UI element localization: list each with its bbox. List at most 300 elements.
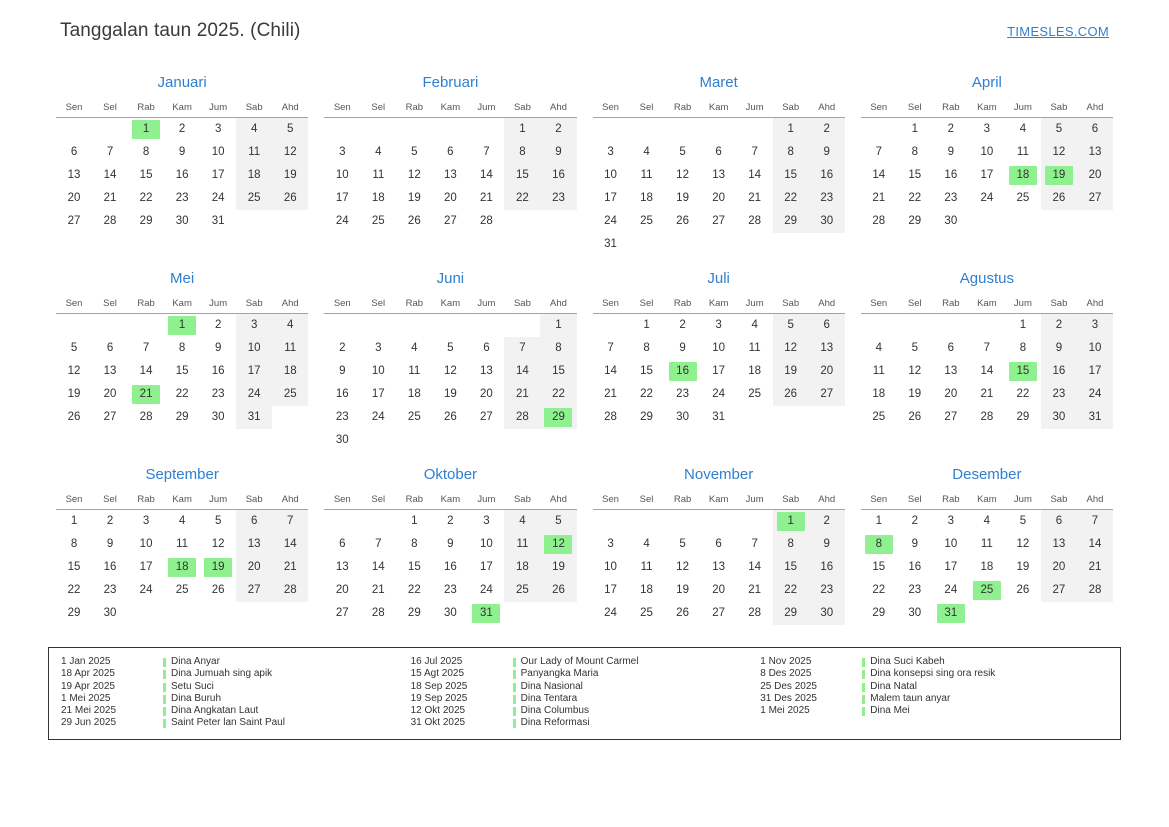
day-cell[interactable] — [272, 579, 308, 602]
day-cell[interactable] — [432, 210, 468, 233]
day-cell[interactable] — [861, 360, 897, 383]
day-cell[interactable] — [128, 118, 164, 142]
day-cell[interactable] — [1005, 118, 1041, 142]
day-cell[interactable] — [593, 406, 629, 429]
day-cell[interactable] — [56, 579, 92, 602]
day-cell[interactable] — [629, 210, 665, 233]
day-cell[interactable] — [809, 556, 845, 579]
day-cell[interactable] — [809, 187, 845, 210]
day-cell[interactable] — [969, 164, 1005, 187]
day-cell[interactable] — [701, 556, 737, 579]
day-cell[interactable] — [540, 556, 576, 579]
day-cell[interactable] — [164, 579, 200, 602]
day-cell[interactable] — [360, 187, 396, 210]
day-cell[interactable] — [969, 141, 1005, 164]
day-cell[interactable] — [969, 118, 1005, 142]
day-cell[interactable] — [396, 533, 432, 556]
day-cell[interactable] — [933, 556, 969, 579]
day-cell[interactable] — [665, 579, 701, 602]
day-cell[interactable] — [468, 406, 504, 429]
day-cell[interactable] — [540, 579, 576, 602]
day-cell[interactable] — [432, 556, 468, 579]
day-cell[interactable] — [468, 533, 504, 556]
day-cell[interactable] — [128, 556, 164, 579]
day-cell[interactable] — [809, 360, 845, 383]
day-cell[interactable] — [360, 141, 396, 164]
day-cell[interactable] — [933, 510, 969, 534]
day-cell[interactable] — [504, 406, 540, 429]
day-cell[interactable] — [468, 510, 504, 534]
day-cell[interactable] — [324, 383, 360, 406]
day-cell[interactable] — [200, 406, 236, 429]
day-cell[interactable] — [897, 141, 933, 164]
day-cell[interactable] — [737, 187, 773, 210]
day-cell[interactable] — [737, 314, 773, 338]
day-cell[interactable] — [969, 556, 1005, 579]
site-link[interactable]: TIMESLES.COM — [1007, 24, 1109, 39]
day-cell[interactable] — [1005, 579, 1041, 602]
day-cell[interactable] — [164, 406, 200, 429]
day-cell[interactable] — [1005, 406, 1041, 429]
day-cell[interactable] — [593, 383, 629, 406]
day-cell[interactable] — [164, 187, 200, 210]
day-cell[interactable] — [468, 556, 504, 579]
day-cell[interactable] — [861, 164, 897, 187]
day-cell[interactable] — [92, 210, 128, 233]
day-cell[interactable] — [773, 314, 809, 338]
day-cell[interactable] — [200, 579, 236, 602]
day-cell[interactable] — [969, 383, 1005, 406]
day-cell[interactable] — [272, 360, 308, 383]
day-cell[interactable] — [236, 556, 272, 579]
day-cell[interactable] — [92, 360, 128, 383]
day-cell[interactable] — [933, 187, 969, 210]
day-cell[interactable] — [1041, 141, 1077, 164]
day-cell[interactable] — [933, 406, 969, 429]
day-cell[interactable] — [272, 118, 308, 142]
day-cell[interactable] — [324, 406, 360, 429]
day-cell[interactable] — [200, 210, 236, 233]
day-cell[interactable] — [396, 579, 432, 602]
day-cell[interactable] — [969, 337, 1005, 360]
day-cell[interactable] — [773, 118, 809, 142]
day-cell[interactable] — [701, 579, 737, 602]
day-cell[interactable] — [897, 533, 933, 556]
day-cell[interactable] — [504, 141, 540, 164]
day-cell[interactable] — [504, 337, 540, 360]
day-cell[interactable] — [1005, 314, 1041, 338]
day-cell[interactable] — [468, 360, 504, 383]
day-cell[interactable] — [1077, 164, 1113, 187]
day-cell[interactable] — [324, 337, 360, 360]
day-cell[interactable] — [1041, 187, 1077, 210]
day-cell[interactable] — [432, 337, 468, 360]
day-cell[interactable] — [92, 602, 128, 625]
day-cell[interactable] — [809, 337, 845, 360]
day-cell[interactable] — [200, 360, 236, 383]
day-cell[interactable] — [1077, 579, 1113, 602]
day-cell[interactable] — [540, 383, 576, 406]
day-cell[interactable] — [737, 164, 773, 187]
day-cell[interactable] — [897, 164, 933, 187]
day-cell[interactable] — [629, 602, 665, 625]
day-cell[interactable] — [396, 187, 432, 210]
day-cell[interactable] — [164, 533, 200, 556]
day-cell[interactable] — [272, 556, 308, 579]
day-cell[interactable] — [1041, 533, 1077, 556]
day-cell[interactable] — [540, 118, 576, 142]
day-cell[interactable] — [468, 164, 504, 187]
day-cell[interactable] — [809, 579, 845, 602]
day-cell[interactable] — [324, 164, 360, 187]
day-cell[interactable] — [92, 533, 128, 556]
day-cell[interactable] — [897, 406, 933, 429]
day-cell[interactable] — [737, 210, 773, 233]
day-cell[interactable] — [396, 556, 432, 579]
day-cell[interactable] — [468, 210, 504, 233]
day-cell[interactable] — [272, 510, 308, 534]
day-cell[interactable] — [1005, 164, 1041, 187]
day-cell[interactable] — [468, 602, 504, 625]
day-cell[interactable] — [324, 579, 360, 602]
day-cell[interactable] — [897, 210, 933, 233]
day-cell[interactable] — [540, 406, 576, 429]
day-cell[interactable] — [809, 602, 845, 625]
day-cell[interactable] — [593, 233, 629, 256]
day-cell[interactable] — [969, 187, 1005, 210]
day-cell[interactable] — [701, 383, 737, 406]
day-cell[interactable] — [164, 510, 200, 534]
day-cell[interactable] — [933, 164, 969, 187]
day-cell[interactable] — [200, 556, 236, 579]
day-cell[interactable] — [861, 406, 897, 429]
day-cell[interactable] — [861, 556, 897, 579]
day-cell[interactable] — [773, 579, 809, 602]
day-cell[interactable] — [1041, 118, 1077, 142]
day-cell[interactable] — [773, 602, 809, 625]
day-cell[interactable] — [1005, 187, 1041, 210]
day-cell[interactable] — [56, 360, 92, 383]
day-cell[interactable] — [432, 510, 468, 534]
day-cell[interactable] — [360, 360, 396, 383]
day-cell[interactable] — [897, 510, 933, 534]
day-cell[interactable] — [504, 164, 540, 187]
day-cell[interactable] — [128, 510, 164, 534]
day-cell[interactable] — [56, 510, 92, 534]
day-cell[interactable] — [1077, 187, 1113, 210]
day-cell[interactable] — [701, 406, 737, 429]
day-cell[interactable] — [629, 337, 665, 360]
day-cell[interactable] — [665, 187, 701, 210]
day-cell[interactable] — [56, 556, 92, 579]
day-cell[interactable] — [360, 164, 396, 187]
day-cell[interactable] — [897, 556, 933, 579]
day-cell[interactable] — [665, 360, 701, 383]
day-cell[interactable] — [593, 164, 629, 187]
day-cell[interactable] — [324, 141, 360, 164]
day-cell[interactable] — [504, 383, 540, 406]
day-cell[interactable] — [56, 187, 92, 210]
day-cell[interactable] — [56, 210, 92, 233]
day-cell[interactable] — [737, 579, 773, 602]
day-cell[interactable] — [504, 556, 540, 579]
day-cell[interactable] — [92, 141, 128, 164]
day-cell[interactable] — [969, 510, 1005, 534]
day-cell[interactable] — [773, 360, 809, 383]
day-cell[interactable] — [593, 337, 629, 360]
day-cell[interactable] — [665, 314, 701, 338]
day-cell[interactable] — [200, 510, 236, 534]
day-cell[interactable] — [432, 533, 468, 556]
day-cell[interactable] — [236, 164, 272, 187]
day-cell[interactable] — [128, 383, 164, 406]
day-cell[interactable] — [897, 118, 933, 142]
day-cell[interactable] — [665, 383, 701, 406]
day-cell[interactable] — [128, 533, 164, 556]
day-cell[interactable] — [629, 141, 665, 164]
day-cell[interactable] — [236, 314, 272, 338]
day-cell[interactable] — [360, 533, 396, 556]
day-cell[interactable] — [861, 210, 897, 233]
day-cell[interactable] — [324, 533, 360, 556]
day-cell[interactable] — [629, 556, 665, 579]
day-cell[interactable] — [629, 406, 665, 429]
day-cell[interactable] — [164, 383, 200, 406]
day-cell[interactable] — [1077, 510, 1113, 534]
day-cell[interactable] — [360, 602, 396, 625]
day-cell[interactable] — [629, 314, 665, 338]
day-cell[interactable] — [593, 210, 629, 233]
day-cell[interactable] — [540, 314, 576, 338]
day-cell[interactable] — [861, 141, 897, 164]
day-cell[interactable] — [593, 141, 629, 164]
day-cell[interactable] — [236, 118, 272, 142]
day-cell[interactable] — [360, 337, 396, 360]
day-cell[interactable] — [236, 187, 272, 210]
day-cell[interactable] — [236, 406, 272, 429]
day-cell[interactable] — [468, 187, 504, 210]
day-cell[interactable] — [701, 314, 737, 338]
day-cell[interactable] — [200, 383, 236, 406]
day-cell[interactable] — [665, 210, 701, 233]
day-cell[interactable] — [1077, 383, 1113, 406]
day-cell[interactable] — [737, 337, 773, 360]
day-cell[interactable] — [92, 383, 128, 406]
day-cell[interactable] — [969, 533, 1005, 556]
day-cell[interactable] — [969, 406, 1005, 429]
day-cell[interactable] — [272, 337, 308, 360]
day-cell[interactable] — [272, 141, 308, 164]
day-cell[interactable] — [324, 210, 360, 233]
day-cell[interactable] — [593, 360, 629, 383]
day-cell[interactable] — [324, 187, 360, 210]
day-cell[interactable] — [396, 210, 432, 233]
day-cell[interactable] — [540, 141, 576, 164]
day-cell[interactable] — [236, 141, 272, 164]
day-cell[interactable] — [468, 337, 504, 360]
day-cell[interactable] — [773, 556, 809, 579]
day-cell[interactable] — [1077, 141, 1113, 164]
day-cell[interactable] — [737, 383, 773, 406]
day-cell[interactable] — [272, 187, 308, 210]
day-cell[interactable] — [933, 360, 969, 383]
day-cell[interactable] — [1077, 118, 1113, 142]
day-cell[interactable] — [1077, 337, 1113, 360]
day-cell[interactable] — [1041, 337, 1077, 360]
day-cell[interactable] — [396, 337, 432, 360]
day-cell[interactable] — [504, 360, 540, 383]
day-cell[interactable] — [92, 337, 128, 360]
day-cell[interactable] — [432, 602, 468, 625]
day-cell[interactable] — [236, 579, 272, 602]
day-cell[interactable] — [504, 187, 540, 210]
day-cell[interactable] — [164, 360, 200, 383]
day-cell[interactable] — [164, 164, 200, 187]
day-cell[interactable] — [665, 164, 701, 187]
day-cell[interactable] — [1005, 510, 1041, 534]
day-cell[interactable] — [933, 579, 969, 602]
day-cell[interactable] — [200, 164, 236, 187]
day-cell[interactable] — [1077, 533, 1113, 556]
day-cell[interactable] — [861, 579, 897, 602]
day-cell[interactable] — [933, 533, 969, 556]
day-cell[interactable] — [897, 360, 933, 383]
day-cell[interactable] — [933, 602, 969, 625]
day-cell[interactable] — [933, 337, 969, 360]
day-cell[interactable] — [1041, 314, 1077, 338]
day-cell[interactable] — [593, 556, 629, 579]
day-cell[interactable] — [593, 602, 629, 625]
day-cell[interactable] — [128, 406, 164, 429]
day-cell[interactable] — [396, 510, 432, 534]
day-cell[interactable] — [1077, 406, 1113, 429]
day-cell[interactable] — [1077, 314, 1113, 338]
day-cell[interactable] — [809, 510, 845, 534]
day-cell[interactable] — [861, 602, 897, 625]
day-cell[interactable] — [432, 579, 468, 602]
day-cell[interactable] — [933, 141, 969, 164]
day-cell[interactable] — [540, 360, 576, 383]
day-cell[interactable] — [1005, 360, 1041, 383]
day-cell[interactable] — [809, 118, 845, 142]
day-cell[interactable] — [200, 187, 236, 210]
day-cell[interactable] — [809, 164, 845, 187]
day-cell[interactable] — [360, 579, 396, 602]
day-cell[interactable] — [1005, 141, 1041, 164]
day-cell[interactable] — [236, 337, 272, 360]
day-cell[interactable] — [504, 533, 540, 556]
day-cell[interactable] — [665, 406, 701, 429]
day-cell[interactable] — [164, 118, 200, 142]
day-cell[interactable] — [701, 533, 737, 556]
day-cell[interactable] — [128, 579, 164, 602]
day-cell[interactable] — [629, 383, 665, 406]
day-cell[interactable] — [56, 141, 92, 164]
day-cell[interactable] — [56, 533, 92, 556]
day-cell[interactable] — [665, 337, 701, 360]
day-cell[interactable] — [1005, 383, 1041, 406]
day-cell[interactable] — [809, 210, 845, 233]
day-cell[interactable] — [897, 187, 933, 210]
day-cell[interactable] — [1005, 556, 1041, 579]
day-cell[interactable] — [1005, 337, 1041, 360]
day-cell[interactable] — [701, 164, 737, 187]
day-cell[interactable] — [629, 533, 665, 556]
day-cell[interactable] — [92, 556, 128, 579]
day-cell[interactable] — [540, 337, 576, 360]
day-cell[interactable] — [1041, 406, 1077, 429]
day-cell[interactable] — [200, 141, 236, 164]
day-cell[interactable] — [1077, 556, 1113, 579]
day-cell[interactable] — [128, 187, 164, 210]
day-cell[interactable] — [665, 141, 701, 164]
day-cell[interactable] — [128, 360, 164, 383]
day-cell[interactable] — [737, 533, 773, 556]
day-cell[interactable] — [809, 533, 845, 556]
day-cell[interactable] — [324, 429, 360, 452]
day-cell[interactable] — [236, 510, 272, 534]
day-cell[interactable] — [56, 337, 92, 360]
day-cell[interactable] — [396, 602, 432, 625]
day-cell[interactable] — [164, 337, 200, 360]
day-cell[interactable] — [665, 602, 701, 625]
day-cell[interactable] — [969, 360, 1005, 383]
day-cell[interactable] — [92, 187, 128, 210]
day-cell[interactable] — [504, 510, 540, 534]
day-cell[interactable] — [468, 383, 504, 406]
day-cell[interactable] — [128, 164, 164, 187]
day-cell[interactable] — [468, 141, 504, 164]
day-cell[interactable] — [540, 533, 576, 556]
day-cell[interactable] — [1077, 360, 1113, 383]
day-cell[interactable] — [432, 141, 468, 164]
day-cell[interactable] — [773, 337, 809, 360]
day-cell[interactable] — [92, 164, 128, 187]
day-cell[interactable] — [1041, 360, 1077, 383]
day-cell[interactable] — [701, 602, 737, 625]
day-cell[interactable] — [1041, 510, 1077, 534]
day-cell[interactable] — [593, 533, 629, 556]
day-cell[interactable] — [540, 510, 576, 534]
day-cell[interactable] — [164, 141, 200, 164]
day-cell[interactable] — [272, 164, 308, 187]
day-cell[interactable] — [593, 187, 629, 210]
day-cell[interactable] — [933, 210, 969, 233]
day-cell[interactable] — [504, 118, 540, 142]
day-cell[interactable] — [272, 314, 308, 338]
day-cell[interactable] — [396, 406, 432, 429]
day-cell[interactable] — [809, 383, 845, 406]
day-cell[interactable] — [164, 314, 200, 338]
day-cell[interactable] — [701, 337, 737, 360]
day-cell[interactable] — [504, 579, 540, 602]
day-cell[interactable] — [1005, 533, 1041, 556]
day-cell[interactable] — [897, 383, 933, 406]
day-cell[interactable] — [468, 579, 504, 602]
day-cell[interactable] — [272, 533, 308, 556]
day-cell[interactable] — [432, 187, 468, 210]
day-cell[interactable] — [773, 383, 809, 406]
day-cell[interactable] — [360, 383, 396, 406]
day-cell[interactable] — [92, 510, 128, 534]
day-cell[interactable] — [396, 360, 432, 383]
day-cell[interactable] — [737, 141, 773, 164]
day-cell[interactable] — [1041, 383, 1077, 406]
day-cell[interactable] — [861, 187, 897, 210]
day-cell[interactable] — [324, 556, 360, 579]
day-cell[interactable] — [773, 510, 809, 534]
day-cell[interactable] — [272, 383, 308, 406]
